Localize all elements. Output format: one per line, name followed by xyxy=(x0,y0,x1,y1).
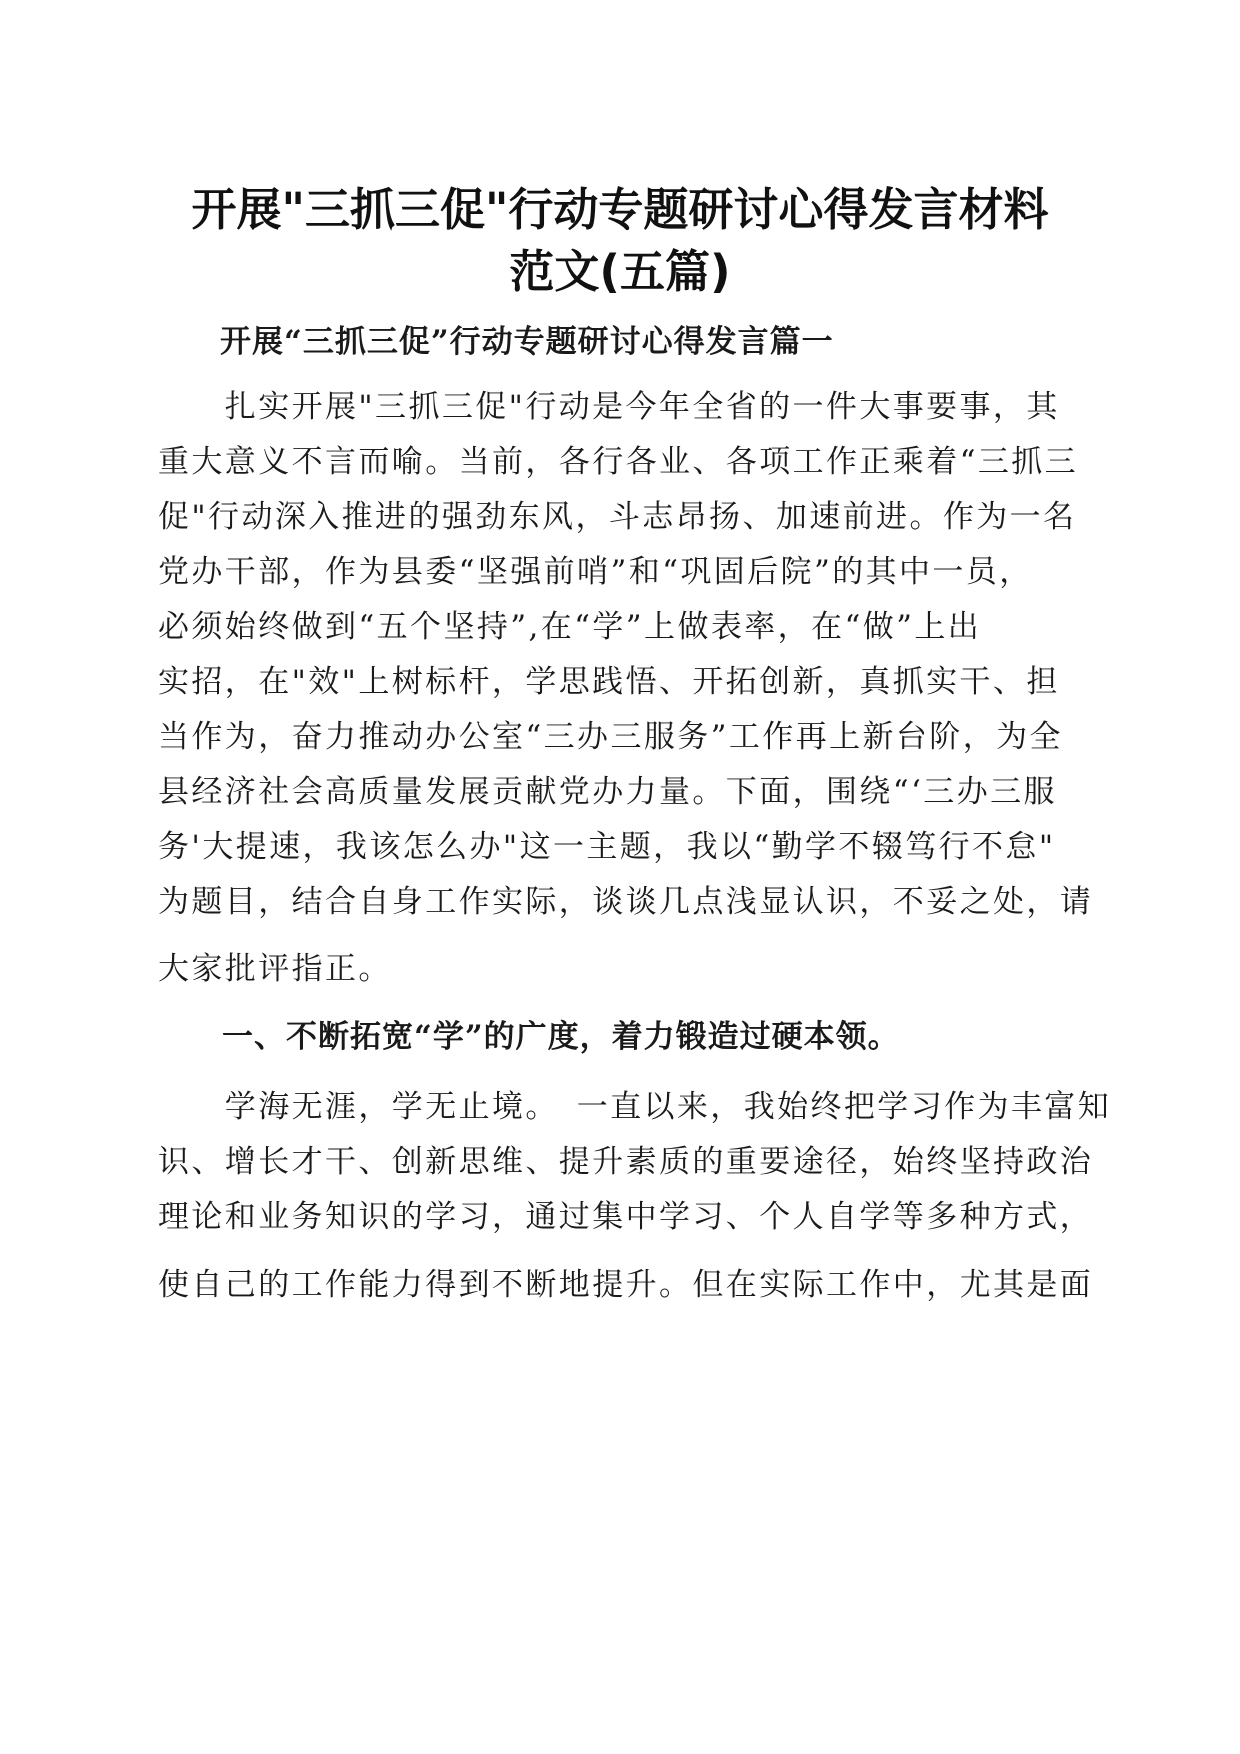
body-line: 识、增长才干、创新思维、提升素质的重要途径，始终坚持政治 xyxy=(158,1144,1094,1180)
body-line: 重大意义不言而喻。当前，各行各业、各项工作正乘着“三抓三 xyxy=(158,444,1079,480)
body-line: 当作为，奋力推动办公室“三办三服务”工作再上新台阶，为全 xyxy=(158,719,1063,755)
body-line: 使自己的工作能力得到不断地提升。但在实际工作中，尤其是面 xyxy=(158,1267,1094,1303)
body-line: 实招，在"效"上树标杆，学思践悟、开拓创新，真抓实干、担 xyxy=(158,664,1060,700)
section-subtitle: 开展“三抓三促”行动专题研讨心得发言篇一 xyxy=(220,324,834,360)
body-line: 学海无涯，学无止境。 一直以来，我始终把学习作为丰富知 xyxy=(158,1089,1112,1125)
body-line: 县经济社会高质量发展贡献党办力量。下面，围绕“‘三办三服 xyxy=(158,774,1057,810)
body-line: 务'大提速，我该怎么办"这一主题，我以“勤学不辍笃行不怠" xyxy=(158,829,1056,865)
body-line: 扎实开展"三抓三促"行动是今年全省的一件大事要事，其 xyxy=(158,389,1060,425)
body-line: 大家批评指正。 xyxy=(158,951,392,987)
body-line: 党办干部，作为县委“坚强前哨”和“巩固后院”的其中一员， xyxy=(158,554,1033,590)
body-line: 促"行动深入推进的强劲东风，斗志昂扬、加速前进。作为一名 xyxy=(158,499,1077,535)
body-line: 为题目，结合自身工作实际，谈谈几点浅显认识，不妥之处，请 xyxy=(158,884,1094,920)
section-heading: 一、不断拓宽“学”的广度，着力锻造过硬本领。 xyxy=(158,1019,900,1055)
body-line: 必须始终做到“五个坚持”,在“学”上做表率，在“做”上出 xyxy=(158,609,982,645)
document-title-line-1: 开展"三抓三促"行动专题研讨心得发言材料 xyxy=(191,183,1049,236)
document-title-line-2: 范文(五篇) xyxy=(509,245,731,298)
body-line: 理论和业务知识的学习，通过集中学习、个人自学等多种方式， xyxy=(158,1199,1094,1235)
